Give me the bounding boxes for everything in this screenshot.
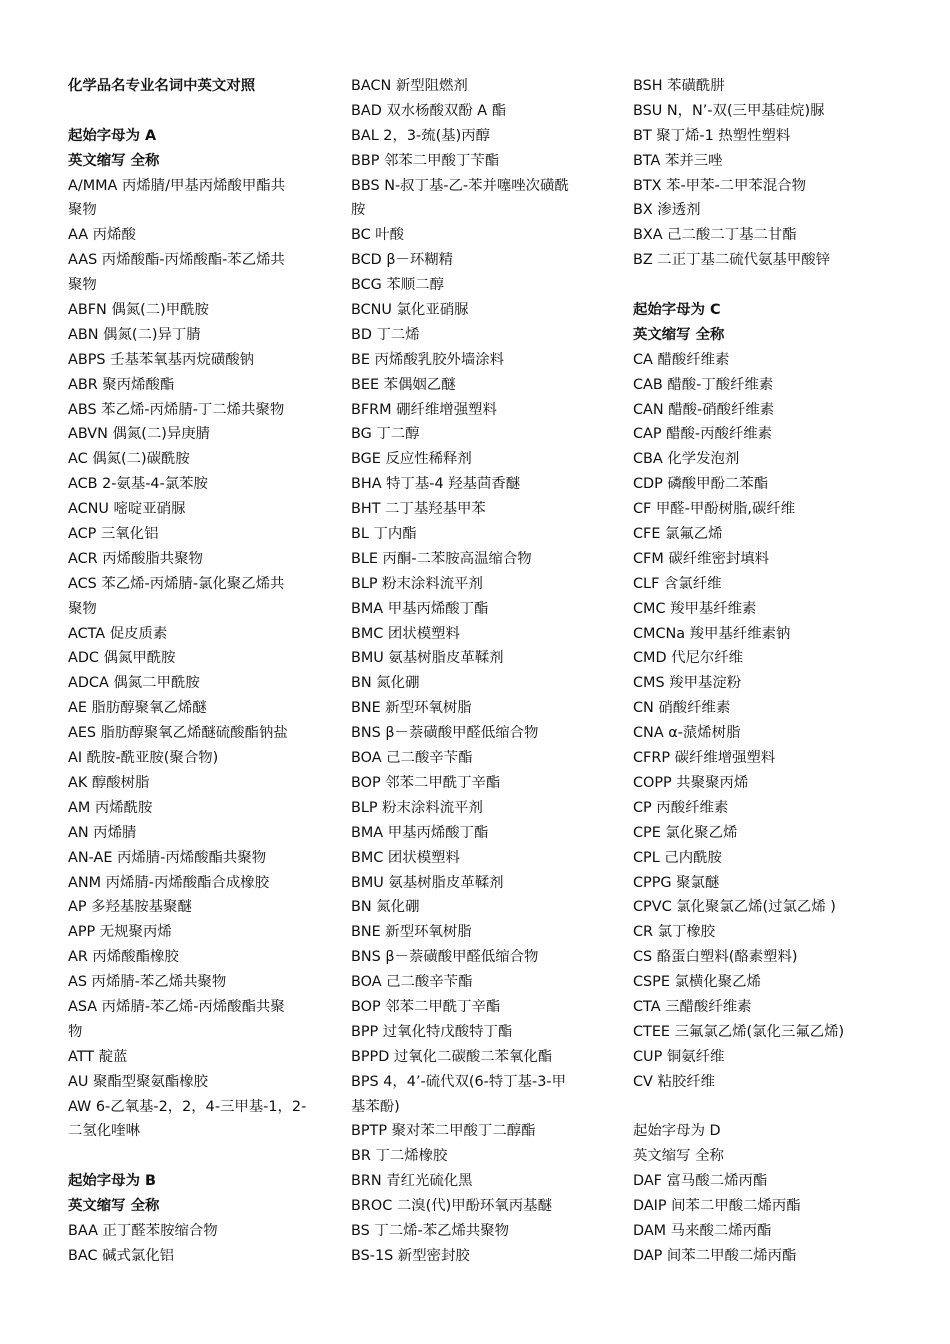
text-line: BPS 4，4’-硫代双(6-特丁基-3-甲: [351, 1073, 566, 1090]
text-line: BCNU 氯化亚硝脲: [351, 302, 469, 319]
text-line: BNS β－萘磺酸甲醛低缩合物: [351, 949, 539, 966]
text-line: CBA 化学发泡剂: [633, 451, 740, 468]
text-line: CTA 三醋酸纤维素: [633, 998, 752, 1015]
text-line: BS 丁二烯-苯乙烯共聚物: [351, 1222, 510, 1239]
column-header: 英文缩写 全称: [633, 326, 725, 343]
text-line: BLP 粉末涂料流平剂: [351, 799, 483, 816]
text-line: 物: [68, 1023, 83, 1040]
section-heading: 起始字母为 C: [633, 302, 721, 319]
text-line: 聚物: [68, 600, 97, 617]
text-line: BAL 2，3-巯(基)丙醇: [351, 127, 490, 144]
text-line: 英文缩写 全称: [633, 1148, 724, 1165]
text-line: BOP 邻苯二甲酰丁辛酯: [351, 998, 501, 1015]
text-line: 二氢化喹啉: [68, 1123, 140, 1140]
text-line: CFRP 碳纤维增强塑料: [633, 750, 776, 767]
text-line: BSH 苯磺酰肼: [633, 78, 725, 94]
column-header: 英文缩写 全称: [68, 1198, 160, 1215]
text-line: BNE 新型环氧树脂: [351, 924, 472, 941]
text-line: BX 渗透剂: [633, 202, 701, 219]
text-line: ACP 三氧化铝: [68, 526, 159, 543]
text-line: ACTA 促皮质素: [68, 625, 168, 642]
text-line: BROC 二溴(代)甲酚环氧丙基醚: [351, 1198, 552, 1215]
text-line: DAF 富马酸二烯丙酯: [633, 1173, 768, 1190]
text-line: ABVN 偶氮(二)异庚腈: [68, 426, 211, 443]
text-line: AM 丙烯酰胺: [68, 799, 153, 816]
text-line: BMA 甲基丙烯酸丁酯: [351, 824, 489, 841]
blank-line: [68, 99, 328, 124]
text-line: BMU 氨基树脂皮革鞣剂: [351, 650, 504, 667]
text-line: CMD 代尼尔纤维: [633, 650, 744, 667]
text-line: BMC 团状模塑料: [351, 625, 460, 642]
text-line: CDP 磷酸甲酚二苯酯: [633, 476, 769, 493]
text-line: BPPD 过氧化二碳酸二苯氧化酯: [351, 1048, 553, 1065]
text-line: CLF 含氯纤维: [633, 575, 722, 592]
text-line: AC 偶氮(二)碳酰胺: [68, 451, 190, 468]
text-line: ABN 偶氮(二)异丁腈: [68, 326, 201, 343]
text-line: BACN 新型阻燃剂: [351, 78, 468, 94]
section-heading: 起始字母为 B: [68, 1173, 156, 1190]
text-line: CPVC 氯化聚氯乙烯(过氯乙烯 ): [633, 899, 836, 916]
text-line: BPP 过氧化特戊酸特丁酯: [351, 1023, 513, 1040]
column-3: [633, 74, 893, 1269]
text-line: CFE 氯氟乙烯: [633, 526, 723, 543]
text-line: BRN 青红光硫化黑: [351, 1173, 473, 1190]
text-line: CAP 醋酸-丙酸纤维素: [633, 426, 773, 443]
text-line: AP 多羟基胺基聚醚: [68, 899, 192, 916]
text-line: APP 无规聚丙烯: [68, 924, 172, 941]
text-line: BTX 苯-甲苯-二甲苯混合物: [633, 177, 806, 194]
text-line: ADC 偶氮甲酰胺: [68, 650, 176, 667]
text-line: BR 丁二烯橡胶: [351, 1148, 448, 1165]
text-line: BFRM 硼纤维增强塑料: [351, 401, 497, 418]
text-line: CS 酪蛋白塑料(酪素塑料): [633, 949, 798, 966]
text-line: CFM 碳纤维密封填料: [633, 550, 770, 567]
text-line: AI 酰胺-酰亚胺(聚合物): [68, 750, 219, 767]
text-line: CSPE 氯横化聚乙烯: [633, 974, 761, 991]
text-line: BC 叶酸: [351, 227, 405, 244]
blank-line: [633, 1095, 893, 1120]
text-line: CMC 羧甲基纤维素: [633, 600, 757, 617]
text-line: BMC 团状模塑料: [351, 849, 460, 866]
text-line: BG 丁二醇: [351, 426, 420, 443]
text-line: BN 氮化硼: [351, 675, 420, 692]
text-line: AA 丙烯酸: [68, 227, 136, 244]
text-line: BL 丁内酯: [351, 526, 417, 543]
text-line: AN-AE 丙烯腈-丙烯酸酯共聚物: [68, 849, 267, 866]
text-line: BAA 正丁醛苯胺缩合物: [68, 1222, 218, 1239]
text-line: BE 丙烯酸乳胶外墙涂料: [351, 351, 505, 368]
text-line: AU 聚酯型聚氨酯橡胶: [68, 1073, 209, 1090]
text-line: CNA α-蒎烯树脂: [633, 725, 741, 742]
text-line: AAS 丙烯酸酯-丙烯酸酯-苯乙烯共: [68, 252, 285, 269]
text-line: BOP 邻苯二甲酰丁辛酯: [351, 774, 501, 791]
text-line: ABR 聚丙烯酸酯: [68, 376, 175, 393]
page-title: 化学品名专业名词中英文对照: [68, 78, 256, 94]
text-line: CV 粘胶纤维: [633, 1073, 716, 1090]
text-line: ACNU 嘧啶亚硝脲: [68, 501, 186, 518]
text-line: ACR 丙烯酸脂共聚物: [68, 550, 203, 567]
text-line: ACB 2-氨基-4-氯苯胺: [68, 476, 208, 493]
text-line: AE 脂肪醇聚氧乙烯醚: [68, 700, 207, 717]
text-line: BOA 己二酸辛苄酯: [351, 750, 473, 767]
text-line: BHT 二丁基羟基甲苯: [351, 501, 486, 518]
text-line: BLP 粉末涂料流平剂: [351, 575, 483, 592]
text-line: CTEE 三氟氯乙烯(氯化三氟乙烯): [633, 1023, 845, 1040]
text-line: BMU 氨基树脂皮革鞣剂: [351, 874, 504, 891]
text-line: BMA 甲基丙烯酸丁酯: [351, 600, 489, 617]
text-line: AN 丙烯腈: [68, 824, 137, 841]
text-line: ANM 丙烯腈-丙烯酸酯合成橡胶: [68, 874, 270, 891]
text-line: DAM 马来酸二烯丙酯: [633, 1222, 772, 1239]
text-line: CF 甲醛-甲酚树脂,碳纤维: [633, 501, 796, 518]
column-1: [68, 74, 328, 1269]
text-line: BD 丁二烯: [351, 326, 420, 343]
text-line: CPE 氯化聚乙烯: [633, 824, 738, 841]
text-line: ASA 丙烯腈-苯乙烯-丙烯酸酯共聚: [68, 998, 285, 1015]
text-line: BOA 己二酸辛苄酯: [351, 974, 473, 991]
text-line: ACS 苯乙烯-丙烯腈-氯化聚乙烯共: [68, 575, 285, 592]
text-line: AW 6-乙氧基-2，2，4-三甲基-1，2-: [68, 1098, 307, 1115]
text-line: 基苯酚): [351, 1098, 400, 1115]
text-line: CA 醋酸纤维素: [633, 351, 730, 368]
text-line: BS-1S 新型密封胶: [351, 1247, 470, 1264]
text-line: ABS 苯乙烯-丙烯腈-丁二烯共聚物: [68, 401, 285, 418]
text-line: BPTP 聚对苯二甲酸丁二醇酯: [351, 1123, 536, 1140]
text-line: CAN 醋酸-硝酸纤维素: [633, 401, 775, 418]
text-line: BLE 丙酮-二苯胺高温缩合物: [351, 550, 532, 567]
text-line: CAB 醋酸-丁酸纤维素: [633, 376, 774, 393]
text-line: AR 丙烯酸酯橡胶: [68, 949, 179, 966]
text-line: ADCA 偶氮二甲酰胺: [68, 675, 200, 692]
text-line: CR 氯丁橡胶: [633, 924, 716, 941]
text-line: CMS 羧甲基淀粉: [633, 675, 742, 692]
text-line: BGE 反应性稀释剂: [351, 451, 472, 468]
text-line: BBS N-叔丁基-乙-苯并噻唑次磺酰: [351, 177, 569, 194]
blank-line: [68, 1144, 328, 1169]
text-line: AS 丙烯腈-苯乙烯共聚物: [68, 974, 227, 991]
text-line: BCD β－环糊精: [351, 252, 454, 269]
text-line: BBP 邻苯二甲酸丁苄酯: [351, 152, 500, 169]
text-line: 起始字母为 D: [633, 1123, 721, 1140]
text-line: COPP 共聚聚丙烯: [633, 774, 749, 791]
text-line: 胺: [351, 202, 366, 219]
text-line: AES 脂肪醇聚氧乙烯醚硫酸酯钠盐: [68, 725, 288, 742]
text-line: BZ 二正丁基二硫代氨基甲酸锌: [633, 252, 830, 269]
text-line: ABPS 壬基苯氧基丙烷磺酸钠: [68, 351, 255, 368]
text-line: CPL 己内酰胺: [633, 849, 722, 866]
text-line: DAIP 间苯二甲酸二烯丙酯: [633, 1198, 801, 1215]
text-line: BT 聚丁烯-1 热塑性塑料: [633, 127, 791, 144]
column-2: [351, 74, 611, 1269]
text-line: CUP 铜氨纤维: [633, 1048, 725, 1065]
text-line: A/MMA 丙烯腈/甲基丙烯酸甲酯共: [68, 177, 286, 194]
text-line: 聚物: [68, 277, 97, 294]
text-line: BAC 碱式氯化铝: [68, 1247, 175, 1264]
text-line: DAP 间苯二甲酸二烯丙酯: [633, 1247, 797, 1264]
text-line: BN 氮化硼: [351, 899, 420, 916]
text-line: ATT 靛蓝: [68, 1048, 128, 1065]
blank-line: [633, 273, 893, 298]
text-line: BHA 特丁基-4 羟基茴香醚: [351, 476, 521, 493]
text-line: CN 硝酸纤维素: [633, 700, 731, 717]
text-line: CMCNa 羧甲基纤维素钠: [633, 625, 791, 642]
text-line: CP 丙酸纤维素: [633, 799, 729, 816]
text-line: BXA 己二酸二丁基二甘酯: [633, 227, 797, 244]
section-heading: 起始字母为 A: [68, 127, 157, 144]
text-line: ABFN 偶氮(二)甲酰胺: [68, 302, 209, 319]
text-line: CPPG 聚氯醚: [633, 874, 720, 891]
text-line: BSU N，N’-双(三甲基硅烷)脲: [633, 102, 825, 119]
text-line: BEE 苯偶姻乙醚: [351, 376, 456, 393]
column-header: 英文缩写 全称: [68, 152, 160, 169]
text-line: BCG 苯顺二醇: [351, 277, 444, 294]
text-line: AK 醇酸树脂: [68, 774, 150, 791]
text-line: 聚物: [68, 202, 97, 219]
text-line: BTA 苯并三唑: [633, 152, 723, 169]
text-line: BNE 新型环氧树脂: [351, 700, 472, 717]
text-line: BNS β－萘磺酸甲醛低缩合物: [351, 725, 539, 742]
text-line: BAD 双水杨酸双酚 A 酯: [351, 102, 507, 119]
